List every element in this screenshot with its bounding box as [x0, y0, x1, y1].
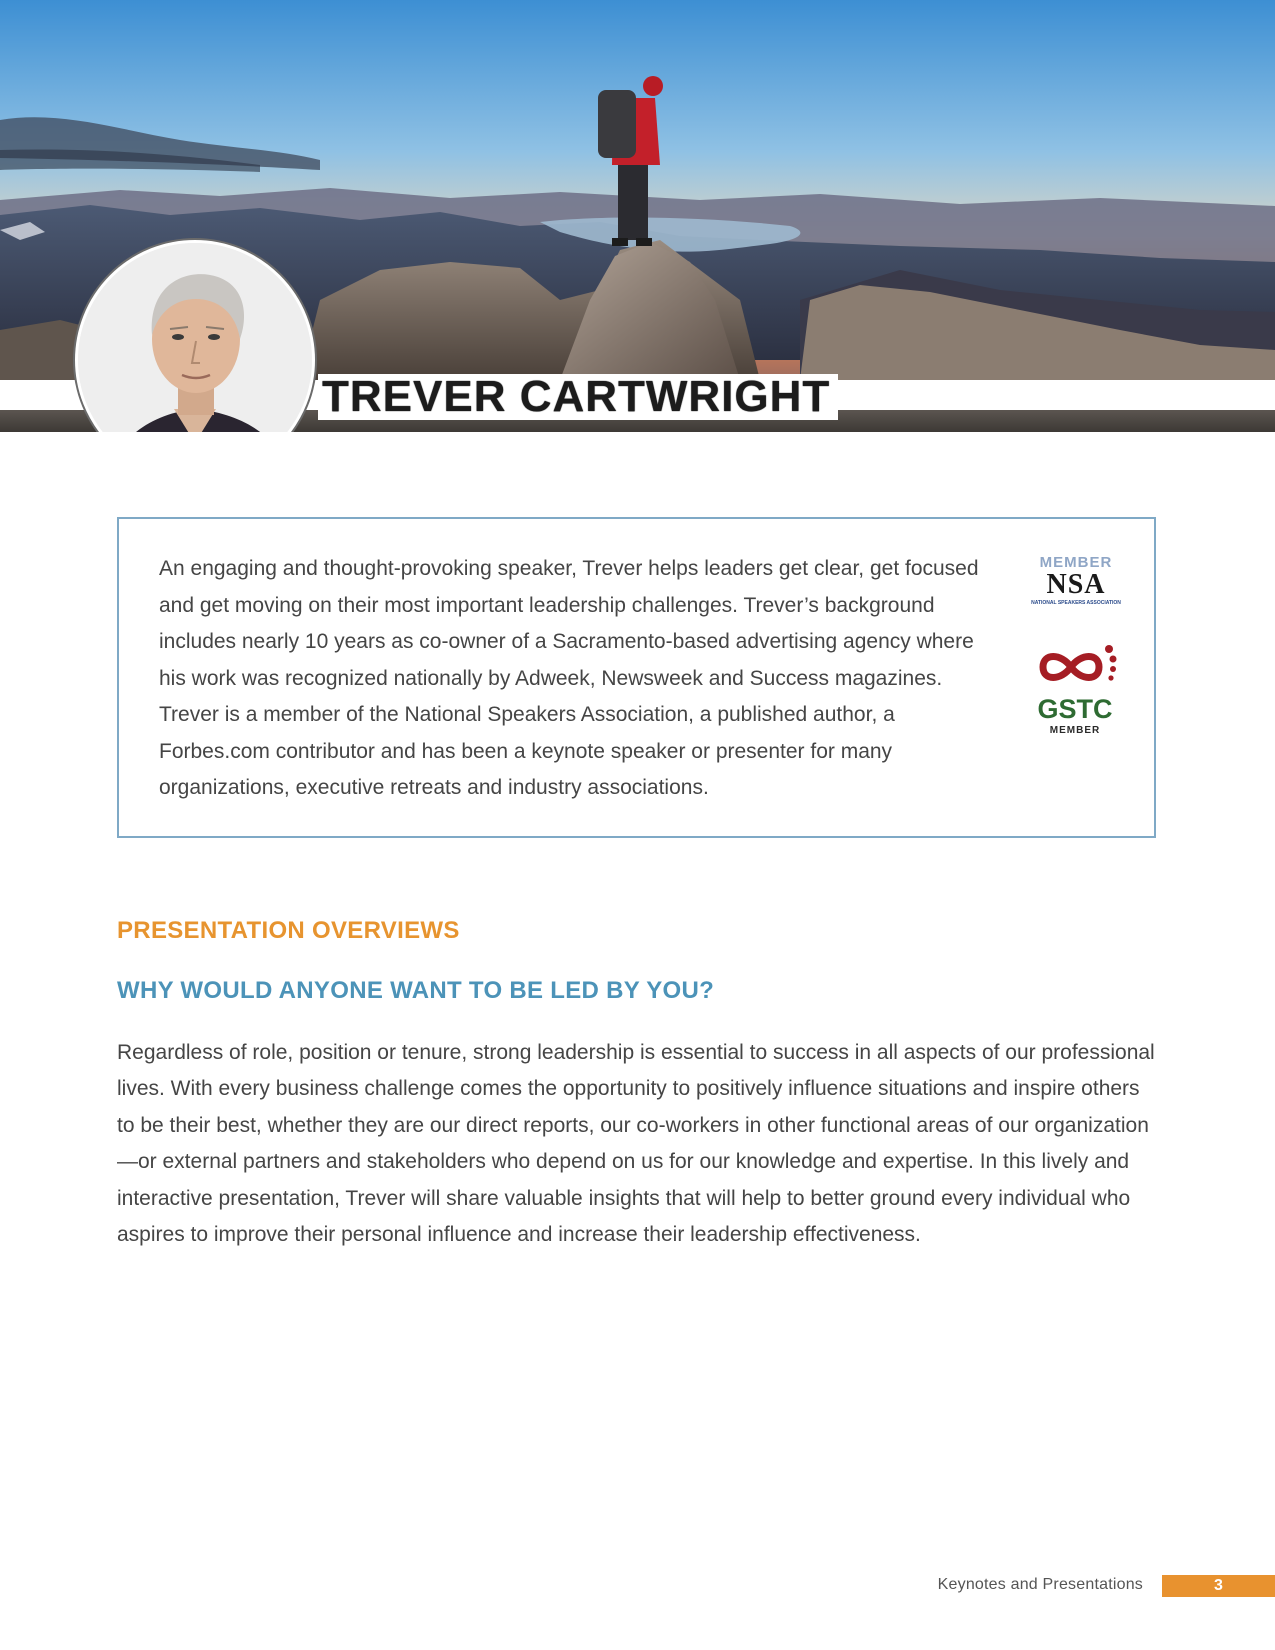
- nsa-member-badge: [1031, 555, 1121, 617]
- gstc-badge-member-label: MEMBER: [1049, 725, 1101, 736]
- gstc-badge-word: GSTC: [1037, 694, 1113, 724]
- section-heading: PRESENTATION OVERVIEWS: [117, 917, 460, 944]
- portrait-photo: [78, 243, 312, 432]
- page-number-tab: [1162, 1575, 1275, 1597]
- gstc-infinity-icon: [1023, 641, 1127, 687]
- presentation-title: WHY WOULD ANYONE WANT TO BE LED BY YOU?: [117, 977, 715, 1004]
- nsa-badge-member-label: MEMBER: [1039, 554, 1113, 571]
- nsa-badge-org-name: NATIONAL SPEAKERS ASSOCIATION: [1031, 600, 1121, 606]
- speaker-name: TREVER CARTWRIGHT: [318, 374, 838, 420]
- bio-paragraph: An engaging and thought-provoking speaker, Trever helps leaders get clear, get focused and get moving on their most important leadership challenges. Trever’s background includes nearly 10 years as co-owner of a Sacramento-based advertising agency where his work was recognized nationally by Adweek, Newsweek and Success magazines. Trever is a member of the National Speakers Association, a published author, a Forbes.com contributor and has been a keynote speaker or presenter for many organizations, executive retreats and industry associations.: [159, 557, 979, 799]
- bio-box: [117, 517, 1156, 838]
- page-number: 3: [1214, 1577, 1223, 1594]
- gstc-member-badge: [1023, 641, 1127, 741]
- nsa-badge-logo-text: NSA: [1046, 569, 1106, 600]
- hero-banner: [0, 0, 1275, 432]
- footer-label: Keynotes and Presentations: [937, 1576, 1143, 1593]
- presentation-description: Regardless of role, position or tenure, strong leadership is essential to success in all aspects of our professional lives. With every business challenge comes the opportunity to positively influence situations and inspire others to be their best, whether they are our direct reports, our co-workers in other functional areas of our organization—or external partners and stakeholders who depend on us for our knowledge and expertise. In this lively and interactive presentation, Trever will share valuable insights that will help to better ground every individual who aspires to improve their personal influence and increase their leadership effectiveness.: [117, 1041, 1155, 1247]
